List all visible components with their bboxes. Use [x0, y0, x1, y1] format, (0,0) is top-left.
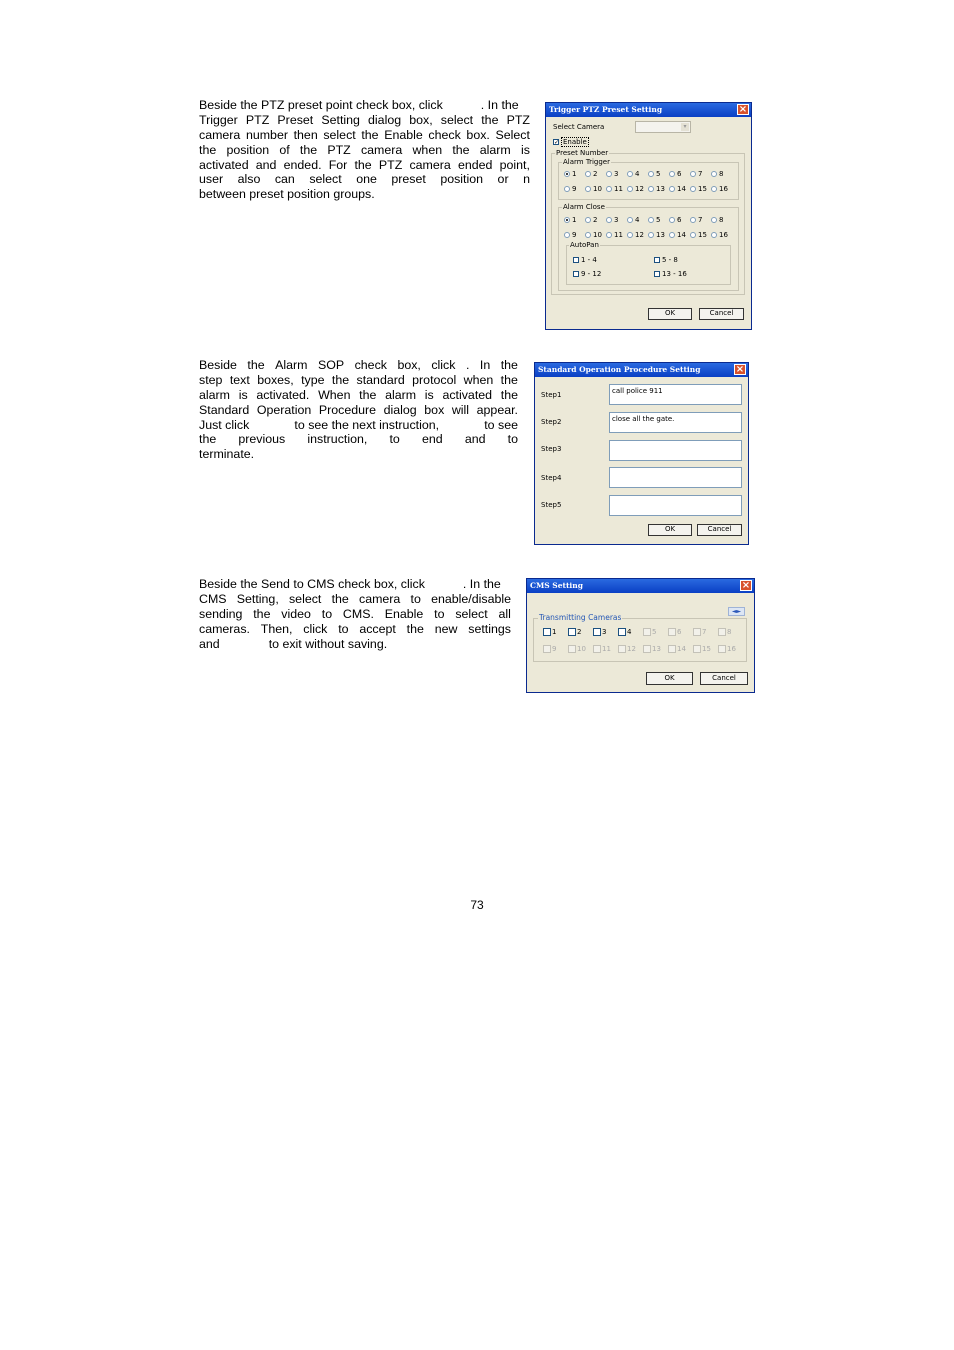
word: of: [279, 142, 290, 157]
sop-paragraph: Beside the Alarm SOP check box, click . In the step text boxes, type the standard protocol when the alarm is activated. When the alarm is activated the Standard Operation Procedure dialog box will appear. Just click to see the next instruction, to see the previous instruction, to end and to terminate.: [199, 358, 518, 462]
word: camera: [359, 591, 401, 606]
autopan-13-16-checkbox[interactable]: 13 - 16: [654, 270, 687, 278]
radio-icon: [648, 171, 654, 177]
alarm-trigger-radio-11[interactable]: 11: [606, 185, 627, 193]
ok-button[interactable]: OK: [646, 672, 693, 685]
word: and: [464, 432, 486, 447]
cancel-button[interactable]: Cancel: [697, 524, 742, 536]
word: to: [434, 606, 445, 621]
word: CMS: [199, 591, 227, 606]
alarm-close-radio-10[interactable]: 10: [585, 231, 606, 239]
word: will: [451, 402, 470, 417]
ptz-preset-dialog: [545, 102, 752, 330]
sop-line-1: [199, 358, 518, 373]
word: to: [338, 621, 349, 636]
close-icon[interactable]: ×: [741, 580, 751, 591]
radio-icon: [585, 217, 591, 223]
camera-checkbox-8: 8: [718, 628, 743, 636]
alarm-trigger-row-1: [564, 170, 732, 178]
step3-input[interactable]: [609, 440, 742, 461]
alarm-close-radio-14[interactable]: 14: [669, 231, 690, 239]
camera-checkbox-16: 16: [718, 645, 743, 653]
radio-icon: [711, 217, 717, 223]
word: the: [331, 372, 350, 387]
word: user: [199, 172, 224, 187]
word: is: [520, 142, 530, 157]
checkbox-icon: [543, 628, 551, 636]
autopan-label: AutoPan: [570, 241, 599, 249]
word: the: [199, 142, 217, 157]
ptz-dialog-title: Trigger PTZ Preset Setting: [549, 105, 663, 114]
word: activated: [442, 387, 493, 402]
radio-icon: [627, 232, 633, 238]
word: text: [229, 372, 250, 387]
camera-checkbox-4[interactable]: 4: [618, 628, 643, 636]
step1-input[interactable]: call police 911: [609, 384, 742, 405]
sop-line-4: [199, 403, 518, 418]
word: Preset: [277, 112, 314, 127]
word: when: [463, 372, 494, 387]
alarm-close-radio-13[interactable]: 13: [648, 231, 669, 239]
radio-icon: [564, 232, 570, 238]
word: position: [226, 142, 270, 157]
word: alarm: [385, 387, 417, 402]
checkbox-icon: [693, 645, 701, 653]
word: CMS.: [342, 606, 374, 621]
radio-icon: [564, 217, 570, 223]
transmitting-cameras-group: [533, 618, 747, 662]
checkbox-icon: [618, 645, 626, 653]
word: n: [523, 172, 530, 187]
camera-checkbox-10: 10: [568, 645, 593, 653]
autopan-group: [566, 245, 731, 285]
ptz-line-4: [199, 143, 530, 158]
word: Alarm: [275, 358, 308, 372]
ptz-paragraph: Beside the PTZ preset point check box, click . In the Trigger PTZ Preset Setting dialog box, select the PTZ camera number then select the Enable check box. Select the position of the PTZ camera when the alarm is activated and ended. For the PTZ camera ended point, user also can select one preset position or n between preset position groups.: [199, 98, 530, 202]
word: dialog: [368, 112, 402, 127]
word: activated: [199, 157, 249, 172]
cancel-button[interactable]: Cancel: [700, 672, 748, 685]
word: to see: [484, 417, 518, 432]
camera-checkbox-6: 6: [668, 628, 693, 636]
word: Setting,: [236, 591, 279, 606]
select-camera-dropdown[interactable]: [635, 121, 691, 133]
word: Standard: [199, 402, 250, 417]
radio-icon: [606, 232, 612, 238]
word: PTZ: [245, 112, 270, 127]
cms-dialog-title: CMS Setting: [530, 581, 583, 590]
word: .: [465, 358, 470, 372]
word: the: [199, 432, 217, 447]
word: and: [255, 157, 277, 172]
camera-checkbox-9: 9: [543, 645, 568, 653]
word: to: [321, 606, 333, 621]
word: then: [293, 127, 318, 142]
radio-icon: [627, 171, 633, 177]
word: to: [507, 432, 518, 447]
step5-input[interactable]: [609, 495, 742, 516]
camera-checkbox-7: 7: [693, 628, 718, 636]
autopan-1-4-checkbox[interactable]: 1 - 4: [573, 256, 597, 264]
radio-icon: [627, 186, 633, 192]
word: preset: [391, 172, 426, 187]
radio-icon: [648, 232, 654, 238]
word: ended.: [283, 157, 322, 172]
ptz-dialog-titlebar[interactable]: [546, 103, 751, 117]
radio-icon: [690, 171, 696, 177]
alarm-trigger-radio-9[interactable]: 9: [564, 185, 585, 193]
word: click: [431, 358, 456, 372]
alarm-close-radio-15[interactable]: 15: [690, 231, 711, 239]
chevron-down-icon: ▾: [681, 123, 689, 131]
checkbox-icon: [618, 628, 626, 636]
step2-input[interactable]: close all the gate.: [609, 412, 742, 433]
checkbox-icon: [568, 645, 576, 653]
radio-icon: [711, 186, 717, 192]
cms-dialog-titlebar[interactable]: [527, 579, 754, 593]
alarm-trigger-radio-3[interactable]: 3: [606, 170, 627, 178]
select-camera-label: Select Camera: [553, 123, 605, 131]
cms-line-2: [199, 592, 511, 607]
word: box,: [409, 112, 433, 127]
alarm-close-radio-12[interactable]: 12: [627, 231, 648, 239]
alarm-trigger-radio-16[interactable]: 16: [711, 185, 732, 193]
word: Just click: [199, 417, 250, 432]
radio-icon: [669, 186, 675, 192]
word: the: [406, 621, 424, 636]
word: one: [356, 172, 377, 187]
page-number: 73: [470, 898, 484, 912]
radio-icon: [669, 232, 675, 238]
radio-icon: [669, 217, 675, 223]
close-icon[interactable]: ×: [735, 364, 745, 375]
ptz-line-3: [199, 128, 530, 143]
sop-dialog: [534, 362, 749, 545]
word: point,: [499, 157, 530, 172]
alarm-close-radio-11[interactable]: 11: [606, 231, 627, 239]
word: Then,: [260, 621, 293, 636]
alarm-close-radio-16[interactable]: 16: [711, 231, 732, 239]
radio-icon: [648, 217, 654, 223]
preset-number-label: Preset Number: [556, 149, 609, 157]
word: is: [424, 387, 434, 402]
radio-icon: [690, 186, 696, 192]
radio-icon: [564, 171, 570, 177]
checkbox-icon: [593, 645, 601, 653]
word: the: [481, 112, 499, 127]
checkbox-icon: [643, 628, 651, 636]
word: position: [440, 172, 484, 187]
word: Setting: [321, 112, 360, 127]
alarm-close-radio-5[interactable]: 5: [648, 216, 669, 224]
word: or: [497, 172, 509, 187]
checkbox-icon: [718, 628, 726, 636]
word: previous: [238, 432, 286, 447]
word: alarm: [479, 142, 511, 157]
alarm-trigger-label: Alarm Trigger: [563, 158, 610, 166]
alarm-close-radio-7[interactable]: 7: [690, 216, 711, 224]
step1-label: Step1: [541, 391, 562, 399]
word: PTZ: [327, 142, 351, 157]
sop-dialog-title: Standard Operation Procedure Setting: [538, 365, 701, 374]
checkbox-icon: [668, 628, 676, 636]
checkbox-icon: [568, 628, 576, 636]
word: the: [331, 591, 349, 606]
word: PTZ: [506, 112, 530, 127]
word: ended: [457, 157, 493, 172]
alarm-trigger-radio-6[interactable]: 6: [669, 170, 690, 178]
word: the: [361, 127, 379, 142]
alarm-trigger-radio-15[interactable]: 15: [690, 185, 711, 193]
alarm-close-radio-9[interactable]: 9: [564, 231, 585, 239]
word: accept: [359, 621, 396, 636]
word: dialog: [383, 402, 417, 417]
word: the: [247, 358, 265, 372]
word: Enable: [384, 127, 423, 142]
page-nav-arrows-icon[interactable]: ◄►: [728, 607, 745, 616]
radio-icon: [711, 232, 717, 238]
word: select: [455, 606, 488, 621]
sop-dialog-titlebar[interactable]: [535, 363, 748, 377]
checkmark-icon: ✓: [554, 139, 560, 146]
radio-icon: [585, 232, 591, 238]
checkbox-icon: [693, 628, 701, 636]
alarm-trigger-radio-1[interactable]: 1: [564, 170, 585, 178]
word: cameras.: [199, 621, 250, 636]
step2-label: Step2: [541, 418, 562, 426]
word: video: [281, 606, 311, 621]
ok-button[interactable]: OK: [648, 524, 692, 536]
word: In: [479, 358, 491, 372]
camera-checkbox-13: 13: [643, 645, 668, 653]
word: the: [359, 387, 377, 402]
word: protocol: [412, 372, 457, 387]
word: select: [288, 591, 322, 606]
word: Operation: [256, 402, 312, 417]
alarm-close-radio-2[interactable]: 2: [585, 216, 606, 224]
radio-icon: [627, 217, 633, 223]
word: the: [299, 142, 318, 157]
word: step: [199, 372, 223, 387]
radio-icon: [585, 186, 591, 192]
word: select: [440, 112, 474, 127]
word: Trigger: [199, 112, 238, 127]
camera-checkbox-14: 14: [668, 645, 693, 653]
word: PTZ: [378, 157, 403, 172]
radio-icon: [585, 171, 591, 177]
word: to: [389, 432, 400, 447]
alarm-close-radio-4[interactable]: 4: [627, 216, 648, 224]
ptz-line-6: [199, 172, 530, 187]
alarm-trigger-radio-14[interactable]: 14: [669, 185, 690, 193]
word: Enable: [384, 606, 424, 621]
word: instruction,: [307, 432, 368, 447]
word: boxes,: [257, 372, 294, 387]
word: settings: [468, 621, 511, 636]
alarm-close-row-1: [564, 216, 732, 224]
checkbox-icon: [668, 645, 676, 653]
word: activated.: [256, 387, 310, 402]
sop-line-3: [199, 388, 518, 403]
word: standard: [356, 372, 405, 387]
word: number: [245, 127, 288, 142]
word: check: [354, 358, 387, 372]
radio-icon: [669, 171, 675, 177]
alarm-trigger-radio-10[interactable]: 10: [585, 185, 606, 193]
word: new: [434, 621, 458, 636]
cms-paragraph: Beside the Send to CMS check box, click . In the CMS Setting, select the camera to enable/disable sending the video to CMS. Enable to select all cameras. Then, click to accept the new settings and to exit without saving.: [199, 577, 511, 651]
word: Beside: [199, 358, 237, 372]
step4-label: Step4: [541, 474, 562, 482]
cms-line-4: [199, 622, 511, 637]
word: SOP: [317, 358, 345, 372]
word: the: [500, 358, 518, 372]
word: also: [237, 172, 261, 187]
alarm-trigger-radio-5[interactable]: 5: [648, 170, 669, 178]
word: sending: [199, 606, 243, 621]
checkbox-icon: [593, 628, 601, 636]
word: box.: [466, 127, 490, 142]
cms-line-3: [199, 607, 511, 622]
autopan-9-12-checkbox[interactable]: 9 - 12: [573, 270, 601, 278]
camera-checkbox-11: 11: [593, 645, 618, 653]
word: the: [253, 606, 271, 621]
alarm-trigger-group: [558, 162, 739, 200]
cms-cameras-row-1: [543, 628, 743, 636]
word: appear.: [476, 402, 518, 417]
cms-dialog: [526, 578, 755, 693]
word: alarm: [199, 387, 230, 402]
word: Procedure: [318, 402, 377, 417]
autopan-5-8-checkbox[interactable]: 5 - 8: [654, 256, 678, 264]
alarm-trigger-radio-2[interactable]: 2: [585, 170, 606, 178]
camera-checkbox-3[interactable]: 3: [593, 628, 618, 636]
alarm-trigger-radio-12[interactable]: 12: [627, 185, 648, 193]
word: enable/disable: [431, 591, 511, 606]
alarm-close-label: Alarm Close: [563, 203, 605, 211]
camera-checkbox-12: 12: [618, 645, 643, 653]
alarm-trigger-radio-8[interactable]: 8: [711, 170, 732, 178]
word: type: [301, 372, 325, 387]
alarm-trigger-radio-13[interactable]: 13: [648, 185, 669, 193]
ok-button[interactable]: OK: [648, 308, 692, 320]
radio-icon: [648, 186, 654, 192]
ptz-line-5: [199, 158, 530, 173]
word: when: [412, 142, 443, 157]
word: all: [498, 606, 511, 621]
radio-icon: [711, 171, 717, 177]
word: end: [421, 432, 443, 447]
camera-checkbox-1[interactable]: 1: [543, 628, 568, 636]
word: the: [452, 142, 470, 157]
radio-icon: [690, 217, 696, 223]
checkbox-icon: [543, 645, 551, 653]
radio-icon: [606, 171, 612, 177]
alarm-close-radio-3[interactable]: 3: [606, 216, 627, 224]
alarm-trigger-radio-7[interactable]: 7: [690, 170, 711, 178]
word: When: [318, 387, 351, 402]
step4-input[interactable]: [609, 467, 742, 488]
cms-cameras-row-2: [543, 645, 743, 653]
word: select: [309, 172, 342, 187]
radio-icon: [606, 217, 612, 223]
word: camera: [360, 142, 403, 157]
sop-line-5: [199, 418, 518, 433]
enable-checkbox[interactable]: ✓ Enable: [554, 138, 587, 146]
close-icon[interactable]: ×: [738, 104, 748, 115]
cancel-button[interactable]: Cancel: [699, 308, 744, 320]
word: to see the next instruction,: [294, 417, 440, 432]
ptz-line-2: [199, 113, 530, 128]
word: camera: [199, 127, 241, 142]
alarm-trigger-row-2: [564, 185, 732, 193]
alarm-trigger-radio-4[interactable]: 4: [627, 170, 648, 178]
radio-icon: [606, 186, 612, 192]
word: select: [323, 127, 356, 142]
sop-line-6: [199, 432, 518, 447]
checkbox-icon: [718, 645, 726, 653]
word: Select: [495, 127, 530, 142]
checkbox-icon: [643, 645, 651, 653]
word: can: [274, 172, 295, 187]
step5-label: Step5: [541, 501, 562, 509]
radio-icon: [564, 186, 570, 192]
camera-checkbox-15: 15: [693, 645, 718, 653]
word: the: [500, 372, 518, 387]
word: For: [328, 157, 348, 172]
alarm-close-radio-1[interactable]: 1: [564, 216, 585, 224]
word: the: [354, 157, 372, 172]
word: box,: [397, 358, 421, 372]
sop-line-2: [199, 373, 518, 388]
word: camera: [409, 157, 451, 172]
word: box: [424, 402, 445, 417]
word: check: [428, 127, 461, 142]
word: to: [410, 591, 421, 606]
transmitting-cameras-label: Transmitting Cameras: [539, 613, 622, 622]
word: is: [238, 387, 248, 402]
word: click: [303, 621, 328, 636]
radio-icon: [690, 232, 696, 238]
camera-checkbox-2[interactable]: 2: [568, 628, 593, 636]
camera-checkbox-5: 5: [643, 628, 668, 636]
alarm-close-radio-8[interactable]: 8: [711, 216, 732, 224]
alarm-close-row-2: [564, 231, 732, 239]
alarm-close-radio-6[interactable]: 6: [669, 216, 690, 224]
word: the: [500, 387, 518, 402]
step3-label: Step3: [541, 445, 562, 453]
